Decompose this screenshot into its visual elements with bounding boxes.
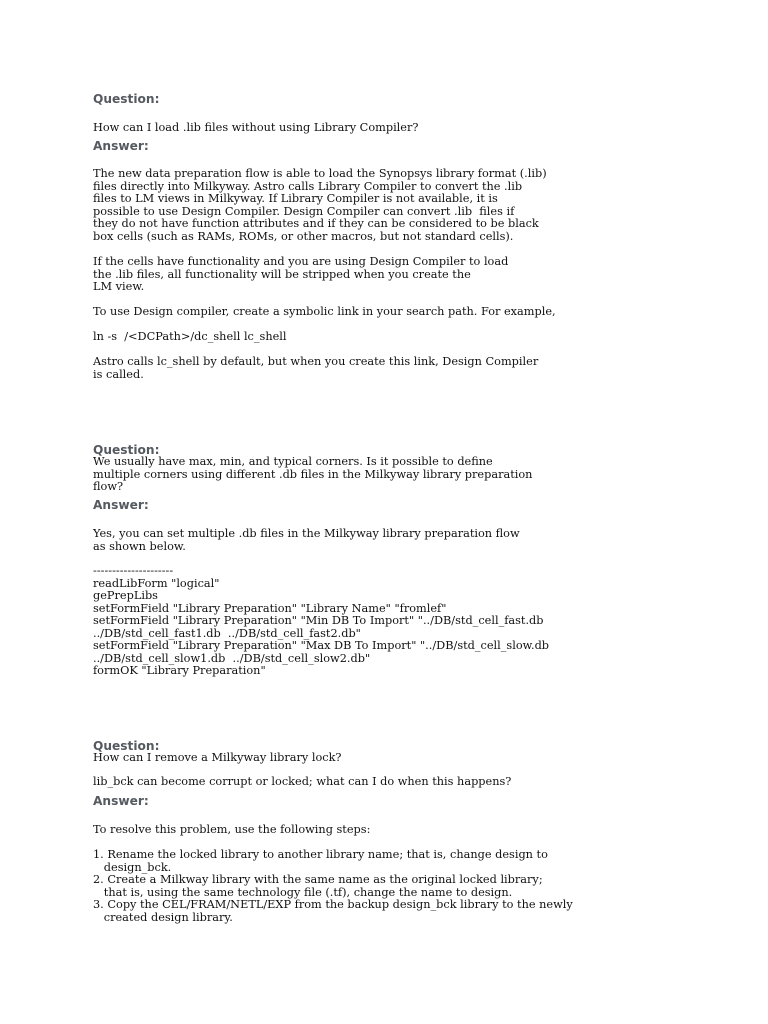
answer-label: Answer: <box>93 139 149 153</box>
question-text: We usually have max, min, and typical corners. Is it possible to define multiple corners using different .db files in the Milkyway library preparation flow? <box>93 455 533 494</box>
answer-label: Answer: <box>93 498 149 512</box>
steps-list <box>93 849 573 924</box>
answer-label: Answer: <box>93 794 149 808</box>
question-text: How can I remove a Milkyway library lock? <box>93 751 342 764</box>
list-item: 1. Rename the locked library to another library name; that is, change design to design_bck. <box>93 848 548 874</box>
question-label: Question: <box>93 443 160 457</box>
answer-paragraph: Yes, you can set multiple .db files in the Milkyway library preparation flow as shown below. <box>93 527 520 553</box>
list-item: 3. Copy the CEL/FRAM/NETL/EXP from the backup design_bck library to the newly created design library. <box>93 898 573 924</box>
answer-paragraph: If the cells have functionality and you are using Design Compiler to load the .lib files, all functionality will be stripped when you create the LM view. <box>93 255 509 294</box>
command-line: ln -s /<DCPath>/dc_shell lc_shell <box>93 330 287 343</box>
question-label: Question: <box>93 739 160 753</box>
list-item: 2. Create a Milkway library with the same name as the original locked library; that is, using the same technology file (.tf), change the name to design. <box>93 873 543 899</box>
question-text: lib_bck can become corrupt or locked; what can I do when this happens? <box>93 775 512 788</box>
code-block: --------------------- readLibForm "logical" gePrepLibs setFormField "Library Preparation" "Library Name" "fromlef" setFormField "Library Preparation" "Min DB To Import" "../DB/std_cell_fast.db ../DB/std_cell_fast1.db ../DB/std_cell_fast2.db" setFormField "Library Preparation" "Max DB To Import" "../DB/std_cell_slow.db ../DB/std_cell_slow1.db ../DB/std_cell_slow2.db" formOK "Library Preparation" <box>93 564 550 678</box>
answer-paragraph: To use Design compiler, create a symbolic link in your search path. For example, <box>93 305 556 318</box>
question-label: Question: <box>93 92 160 106</box>
question-text: How can I load .lib files without using Library Compiler? <box>93 121 419 134</box>
answer-paragraph: Astro calls lc_shell by default, but when you create this link, Design Compiler is called. <box>93 355 539 381</box>
answer-paragraph: The new data preparation flow is able to load the Synopsys library format (.lib) files directly into Milkyway. Astro calls Library Compiler to convert the .lib files to LM views in Milkyway. If Library Compiler is not available, it is possible to use Design Compiler. Design Compiler can convert .lib files if they do not have function attributes and if they can be considered to be black box cells (such as RAMs, ROMs, or other macros, but not standard cells). <box>93 167 547 243</box>
answer-paragraph: To resolve this problem, use the following steps: <box>93 823 371 836</box>
